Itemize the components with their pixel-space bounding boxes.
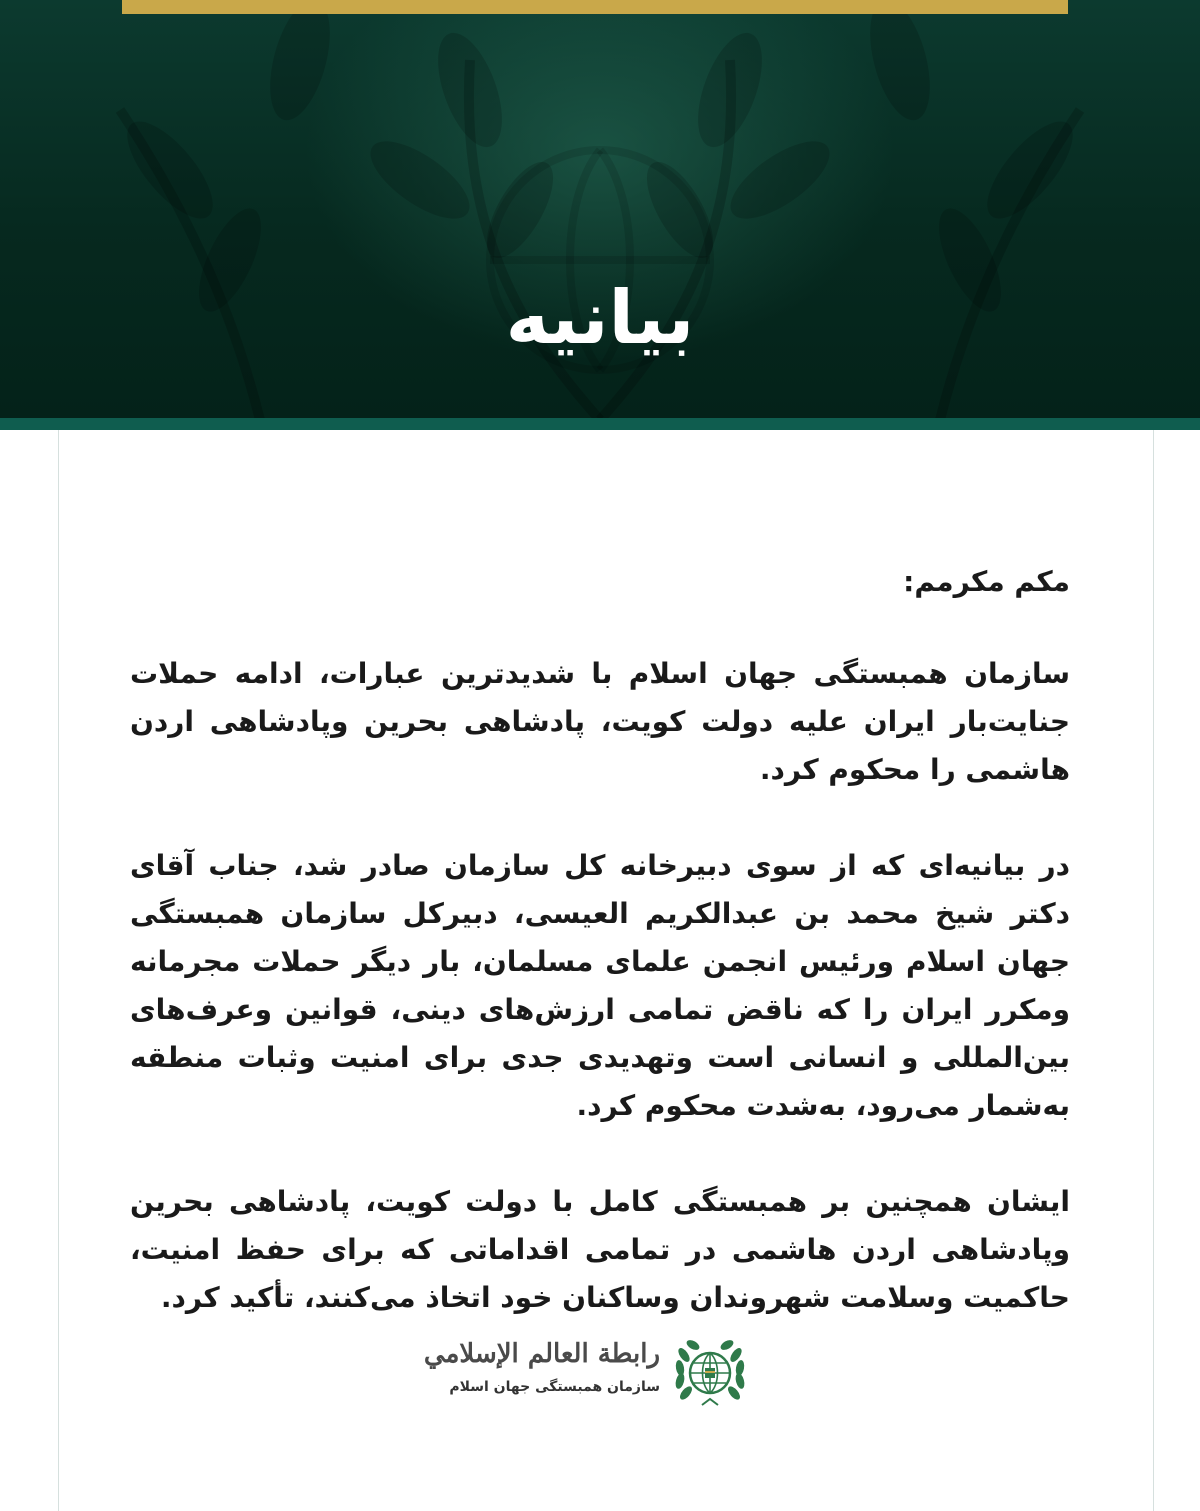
logo-arabic-name: رابطة العالم الإسلامي: [423, 1339, 660, 1369]
gold-top-bar: [122, 0, 1068, 14]
globe-wreath-emblem-icon: [672, 1335, 748, 1411]
statement-paragraph: سازمان همبستگی جهان اسلام با شدیدترین عبارات، ادامه حملات جنایت‌بار ایران علیه دولت کویت، پادشاهی بحرین وپادشاهی اردن هاشمی را محکوم کرد.: [130, 657, 1070, 786]
logo-persian-name: سازمان همبستگی جهان اسلام: [449, 1379, 660, 1395]
statement-paragraph: در بیانیه‌ای که از سوی دبیرخانه کل سازمان صادر شد، جناب آقای دکتر شیخ محمد بن عبدالکریم العیسی، دبیرکل سازمان همبستگی جهان اسلام ورئیس انجمن علمای مسلمان، بار دیگر حملات مجرمانه ومکرر ایران را که ناقض تمامی ارزش‌های دینی، قوانین وعرف‌های بین‌المللی و انسانی است وتهدیدی جدی برای امنیت وثبات منطقه به‌شمار می‌رود، به‌شدت محکوم کرد.: [130, 849, 1070, 1122]
page-title: بیانیه: [505, 275, 695, 361]
header-banner: [0, 0, 1200, 418]
salutation: مکم مکرمم:: [903, 565, 1070, 598]
frame-line-right: [1153, 430, 1154, 1511]
organization-logo: [423, 1335, 760, 1415]
statement-body: [130, 558, 1070, 1322]
header-bottom-band: [0, 418, 1200, 430]
statement-paragraph: ایشان همچنین بر همبستگی کامل با دولت کویت، پادشاهی بحرین وپادشاهی اردن هاشمی در تمامی اقداماتی که برای حفظ امنیت، حاکمیت وسلامت شهروندان وساکنان خود اتخاذ می‌کنند، تأکید کرد.: [130, 1185, 1070, 1314]
frame-line-left: [58, 430, 59, 1511]
